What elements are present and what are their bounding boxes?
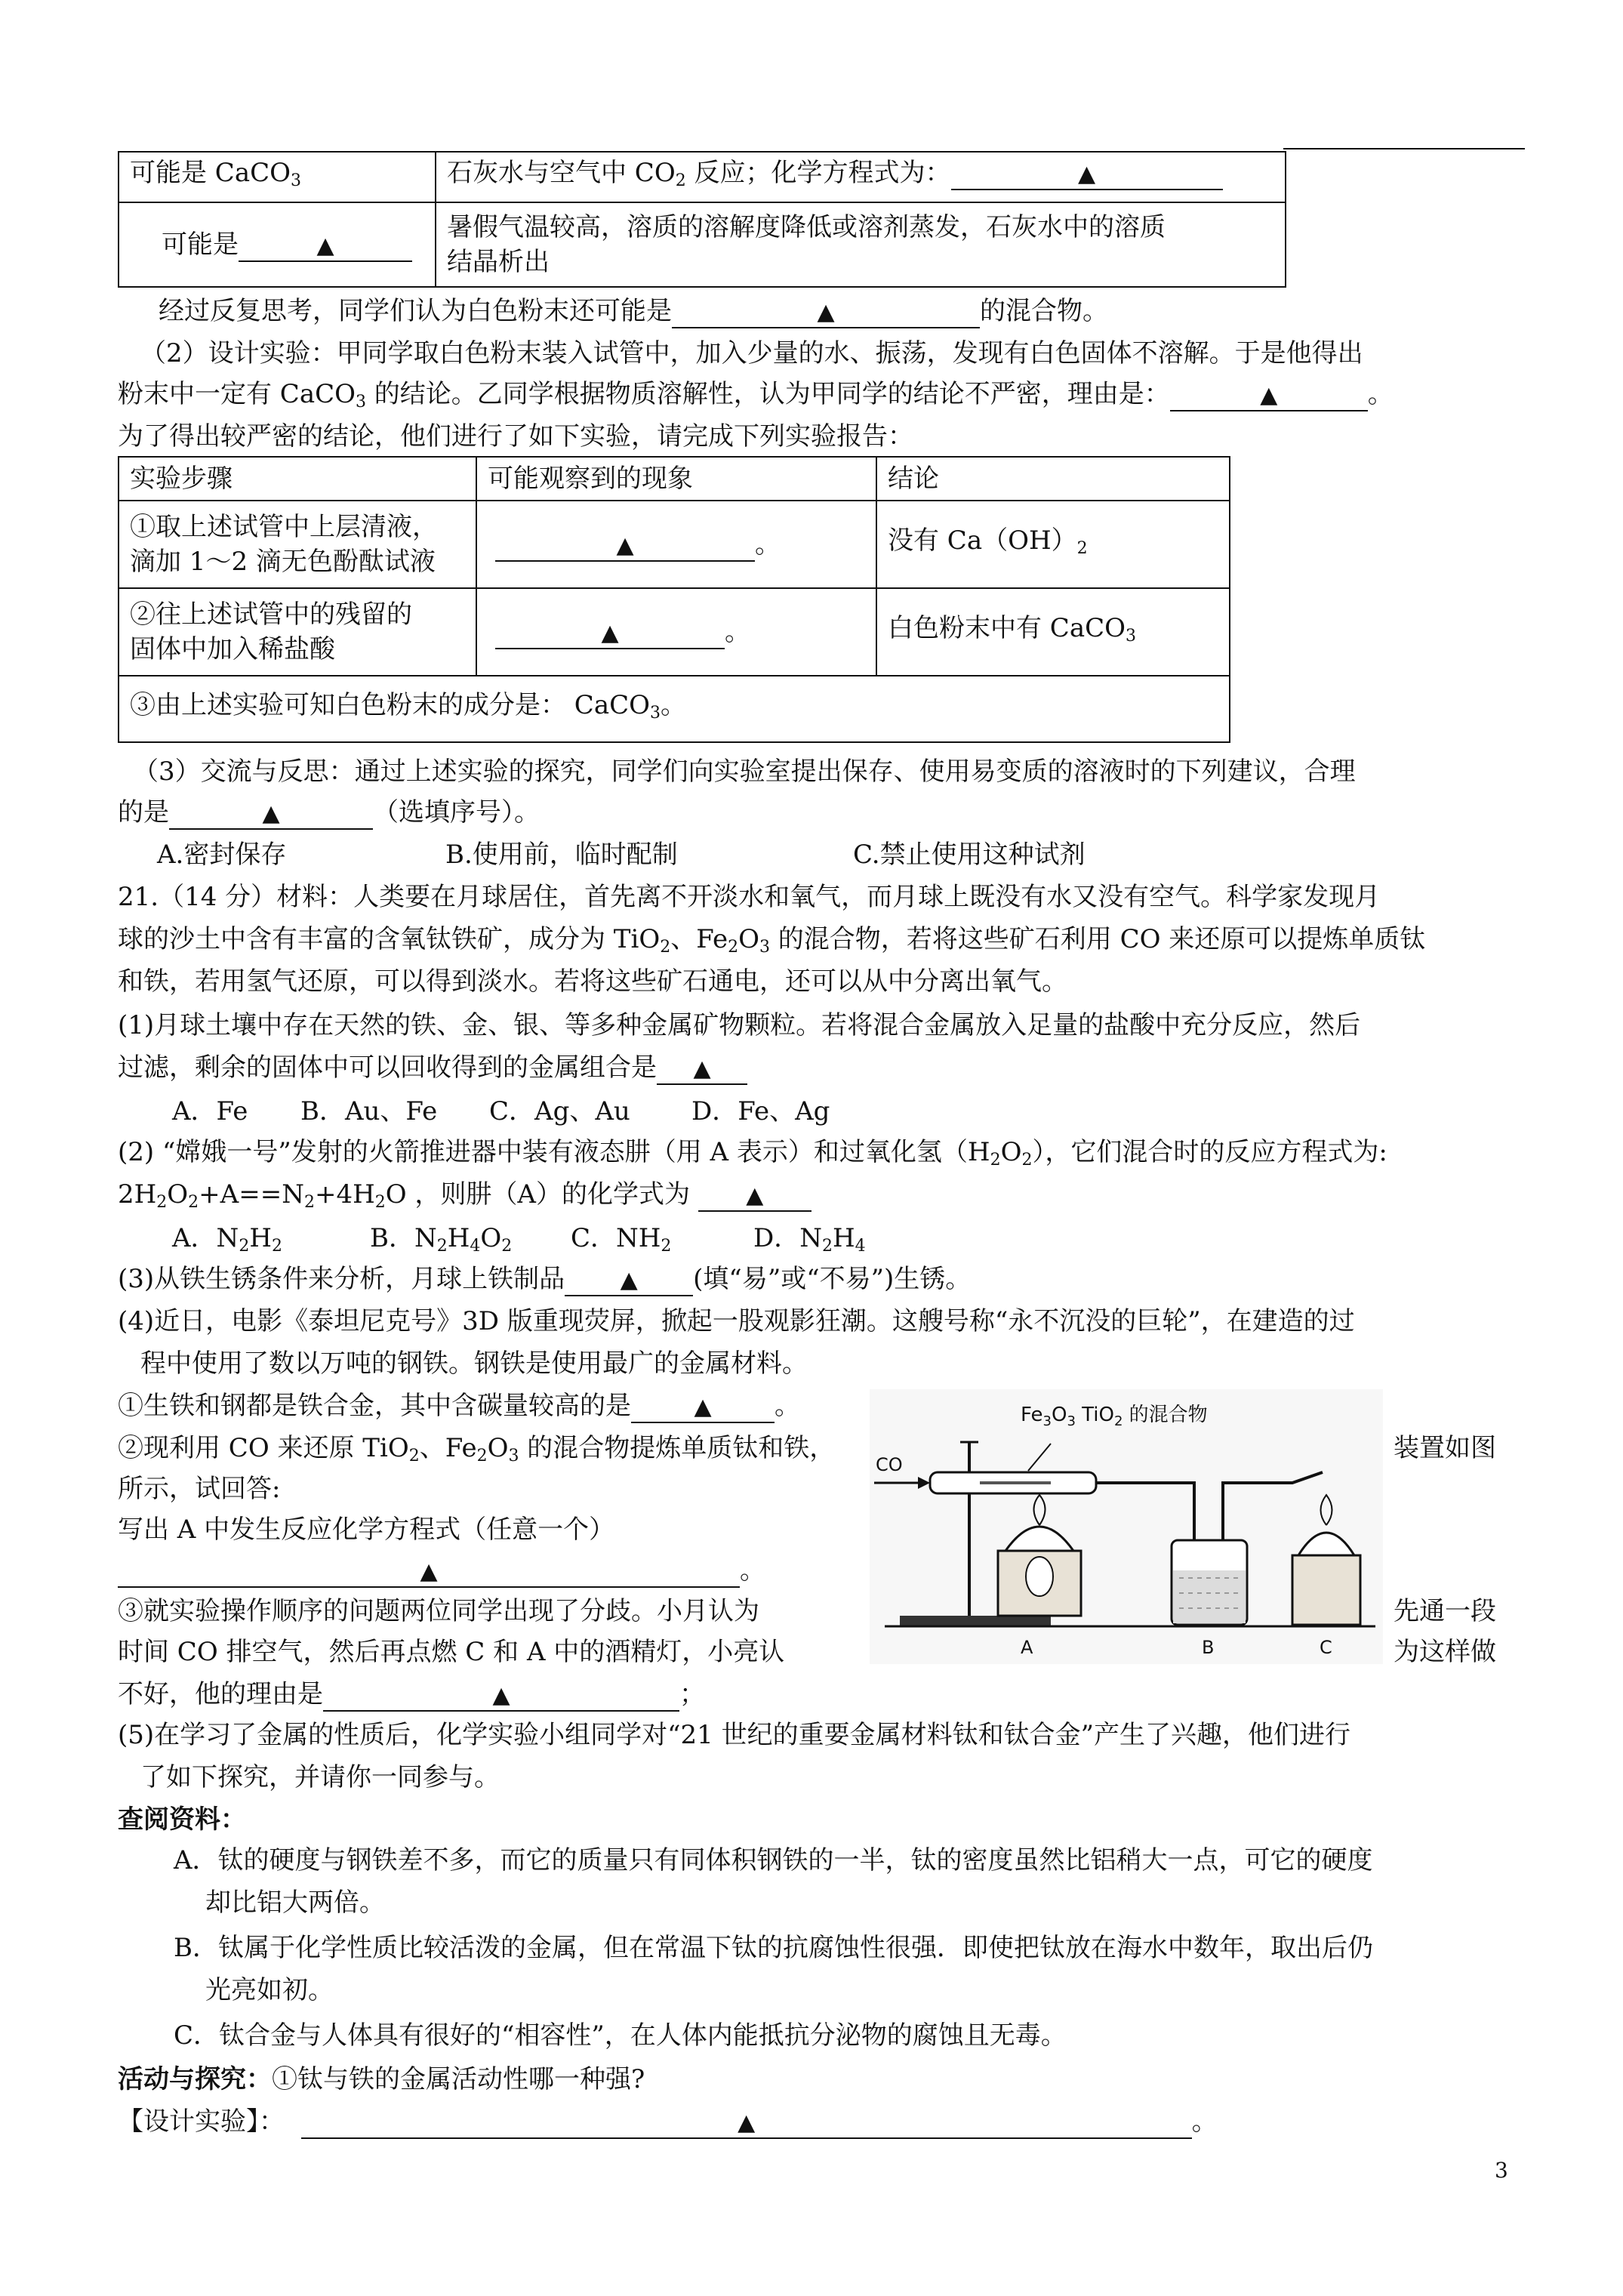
design-line: 【设计实验】： ▲ 。 xyxy=(118,2100,1218,2139)
s4-q2-answer: ▲ 。 xyxy=(118,1549,765,1588)
s4-q3-right1: 先通一段 xyxy=(1394,1596,1496,1626)
apparatus-figure xyxy=(870,1389,1383,1664)
t2-header-conclusion: 结论 xyxy=(876,457,1230,501)
s3-line: (3)从铁生锈条件来分析，月球上铁制品 ▲ (填“易”或“不易”)生锈。 xyxy=(118,1258,971,1296)
mixture-line: 经过反复思考，同学们认为白色粉末还可能是 ▲ 的混合物。 xyxy=(159,290,1108,328)
t2-header-step: 实验步骤 xyxy=(119,457,476,501)
q2-line2: 粉末中一定有 CaCO$_3$ 的结论。乙同学根据物质溶解性，认为甲同学的结论不严密，理由是： ▲ 。 xyxy=(118,379,1394,411)
s1-option-a: A．Fe xyxy=(172,1096,248,1126)
s1-option-d: D．Fe、Ag xyxy=(691,1096,830,1126)
reference-b-line2: 光亮如初。 xyxy=(205,1975,334,2005)
q3-option-c: C.禁止使用这种试剂 xyxy=(853,840,1086,870)
s4-q3-line1: ③就实验操作顺序的问题两位同学出现了分歧。小月认为 xyxy=(118,1596,759,1626)
answer-blank[interactable]: ▲ xyxy=(118,1556,740,1588)
q21-line1: 21.（14 分）材料：人类要在月球居住，首先离不开淡水和氧气，而月球上既没有水又没有空气。科学家发现月 xyxy=(118,882,1381,912)
fig-label-a: A xyxy=(1021,1637,1033,1658)
t2-header-phenomenon: 可能观察到的现象 xyxy=(476,457,876,501)
answer-blank[interactable]: ▲ xyxy=(495,530,755,562)
q2-line1: （2）设计实验：甲同学取白色粉末装入试管中，加入少量的水、振荡，发现有白色固体不溶解。于是他得出 xyxy=(140,338,1363,368)
s5-line1: (5)在学习了金属的性质后，化学实验小组同学对“21 世纪的重要金属材料钛和钛合金”产生了兴趣，他们进行 xyxy=(118,1720,1350,1750)
fig-label-b: B xyxy=(1202,1637,1215,1658)
answer-blank[interactable]: ▲ xyxy=(565,1265,693,1296)
t2-summary: ③由上述实验可知白色粉末的成分是： CaCO$_3$。 xyxy=(119,676,1230,742)
s4-q2-right: 装置如图 xyxy=(1394,1433,1496,1463)
t1-cell-reaction: 石灰水与空气中 $CO_2$ 反应；化学方程式为： ▲ xyxy=(436,152,1286,202)
reference-a-line2: 却比铝大两倍。 xyxy=(205,1888,385,1918)
reference-title: 查阅资料： xyxy=(118,1804,246,1835)
activity-line: 活动与探究：①钛与铁的金属活动性哪一种强? xyxy=(118,2064,645,2094)
q21-line2: 球的沙土中含有丰富的含氧钛铁矿，成分为 TiO$_2$、$Fe_2O_3$ 的混合物，若将这些矿石利用 CO 来还原可以提炼单质钛 xyxy=(118,924,1426,957)
top-rule xyxy=(1283,148,1525,149)
t2-step-1: ①取上述试管中上层清液， 滴加 1～2 滴无色酚酞试液 xyxy=(119,501,476,588)
fig-label-c: C xyxy=(1320,1637,1332,1658)
s4-line2: 程中使用了数以万吨的钢铁。钢铁是使用最广的金属材料。 xyxy=(140,1348,808,1379)
answer-blank[interactable]: ▲ xyxy=(631,1391,775,1423)
s2-option-b: B．$N_2H_4O_2$ xyxy=(370,1223,513,1256)
answer-blank[interactable]: ▲ xyxy=(169,798,373,830)
s4-q1: ①生铁和钢都是铁合金，其中含碳量较高的是 ▲ 。 xyxy=(118,1385,800,1423)
t2-phenomenon-1: ▲ 。 xyxy=(476,501,876,588)
t2-step-2: ②往上述试管中的残留的 固体中加入稀盐酸 xyxy=(119,588,476,676)
reference-a-line1: A．钛的硬度与钢铁差不多，而它的质量只有同体积钢铁的一半，钛的密度虽然比铝稍大一点，可它的硬度 xyxy=(174,1845,1373,1875)
t1-cell-maybe: 可能是 ▲ xyxy=(119,202,436,287)
answer-blank[interactable]: ▲ xyxy=(698,1180,812,1212)
s4-q3-line3: 不好，他的理由是 ▲ ； xyxy=(118,1673,705,1712)
answer-blank[interactable]: ▲ xyxy=(657,1053,747,1085)
answer-blank[interactable]: ▲ xyxy=(1170,380,1368,411)
q3-line2: 的是 ▲ （选填序号）。 xyxy=(118,791,540,830)
fig-co-label: CO xyxy=(876,1454,903,1475)
t2-conclusion-2: 白色粉末中有 CaCO$_3$ xyxy=(876,588,1230,676)
q3-option-b: B.使用前，临时配制 xyxy=(445,840,678,870)
answer-blank[interactable]: ▲ xyxy=(951,159,1223,190)
s1-line1: (1)月球土壤中存在天然的铁、金、银、等多种金属矿物颗粒。若将混合金属放入足量的盐酸中充分反应，然后 xyxy=(118,1010,1361,1040)
page-number: 3 xyxy=(1495,2158,1508,2183)
s2-option-c: C．$NH_2$ xyxy=(571,1223,672,1256)
t2-phenomenon-2: ▲ 。 xyxy=(476,588,876,676)
s1-option-c: C．Ag、Au xyxy=(489,1096,630,1126)
experiment-table xyxy=(118,456,1230,743)
t1-cell-crystal: 暑假气温较高，溶质的溶解度降低或溶剂蒸发，石灰水中的溶质 结晶析出 xyxy=(436,202,1286,287)
t2-conclusion-1: 没有 $Ca(OH)_2$ xyxy=(876,501,1230,588)
answer-blank[interactable]: ▲ xyxy=(495,618,725,649)
s2-line1: (2) “嫦娥一号”发射的火箭推进器中装有液态肼（用 A 表示）和过氧化氢$(H_2O_2)$，它们混合时的反应方程式为: xyxy=(118,1137,1387,1170)
answer-blank[interactable]: ▲ xyxy=(239,230,412,262)
s4-q3-line2: 时间 CO 排空气，然后再点燃 C 和 A 中的酒精灯，小亮认 xyxy=(118,1637,785,1667)
s2-option-a: A．$N_2H_2$ xyxy=(172,1223,282,1256)
s4-q2-line2: 所示，试回答: xyxy=(118,1474,281,1504)
s1-option-b: B．Au、Fe xyxy=(300,1096,438,1126)
q2-line3: 为了得出较严密的结论，他们进行了如下实验，请完成下列实验报告： xyxy=(118,421,913,451)
t1-cell-caco3: 可能是 CaCO$_3$ xyxy=(119,152,436,202)
q3-option-a: A.密封保存 xyxy=(157,840,287,870)
s2-option-d: D．$N_2H_4$ xyxy=(753,1223,866,1256)
q21-line3: 和铁，若用氢气还原，可以得到淡水。若将这些矿石通电，还可以从中分离出氧气。 xyxy=(118,966,1067,997)
s2-line2: $2H_2O_2+A==N_2+4H_2O$ ，则肼（A）的化学式为 ▲ xyxy=(118,1173,812,1212)
answer-blank[interactable]: ▲ xyxy=(672,297,980,328)
fig-mixture-label: $Fe_3O_3$ TiO$_2$ 的混合物 xyxy=(1021,1404,1208,1429)
reference-c: C．钛合金与人体具有很好的“相容性”，在人体内能抵抗分泌物的腐蚀且无毒。 xyxy=(174,2020,1067,2051)
s5-line2: 了如下探究，并请你一同参与。 xyxy=(140,1762,500,1792)
s4-q3-right2: 为这样做 xyxy=(1394,1637,1496,1667)
q3-line1: （3）交流与反思：通过上述实验的探究，同学们向实验室提出保存、使用易变质的溶液时的下列建议，合理 xyxy=(133,757,1356,787)
s4-q2-line3: 写出 A 中发生反应化学方程式（任意一个） xyxy=(118,1515,615,1545)
reference-b-line1: B．钛属于化学性质比较活泼的金属，但在常温下钛的抗腐蚀性很强．即使把钛放在海水中数年，取出后仍 xyxy=(174,1933,1373,1963)
answer-blank[interactable]: ▲ xyxy=(323,1680,679,1712)
s4-q2-line1: ②现利用 CO 来还原 TiO$_2$、$Fe_2O_3$ 的混合物提炼单质钛和铁， xyxy=(118,1433,836,1465)
hypothesis-table xyxy=(118,151,1286,288)
s4-line1: (4)近日，电影《泰坦尼克号》3D 版重现荧屏，掀起一股观影狂潮。这艘号称“永不沉没的巨轮”，在建造的过 xyxy=(118,1306,1355,1336)
answer-blank[interactable]: ▲ xyxy=(301,2107,1192,2139)
s1-line2: 过滤，剩余的固体中可以回收得到的金属组合是 ▲ xyxy=(118,1046,747,1085)
